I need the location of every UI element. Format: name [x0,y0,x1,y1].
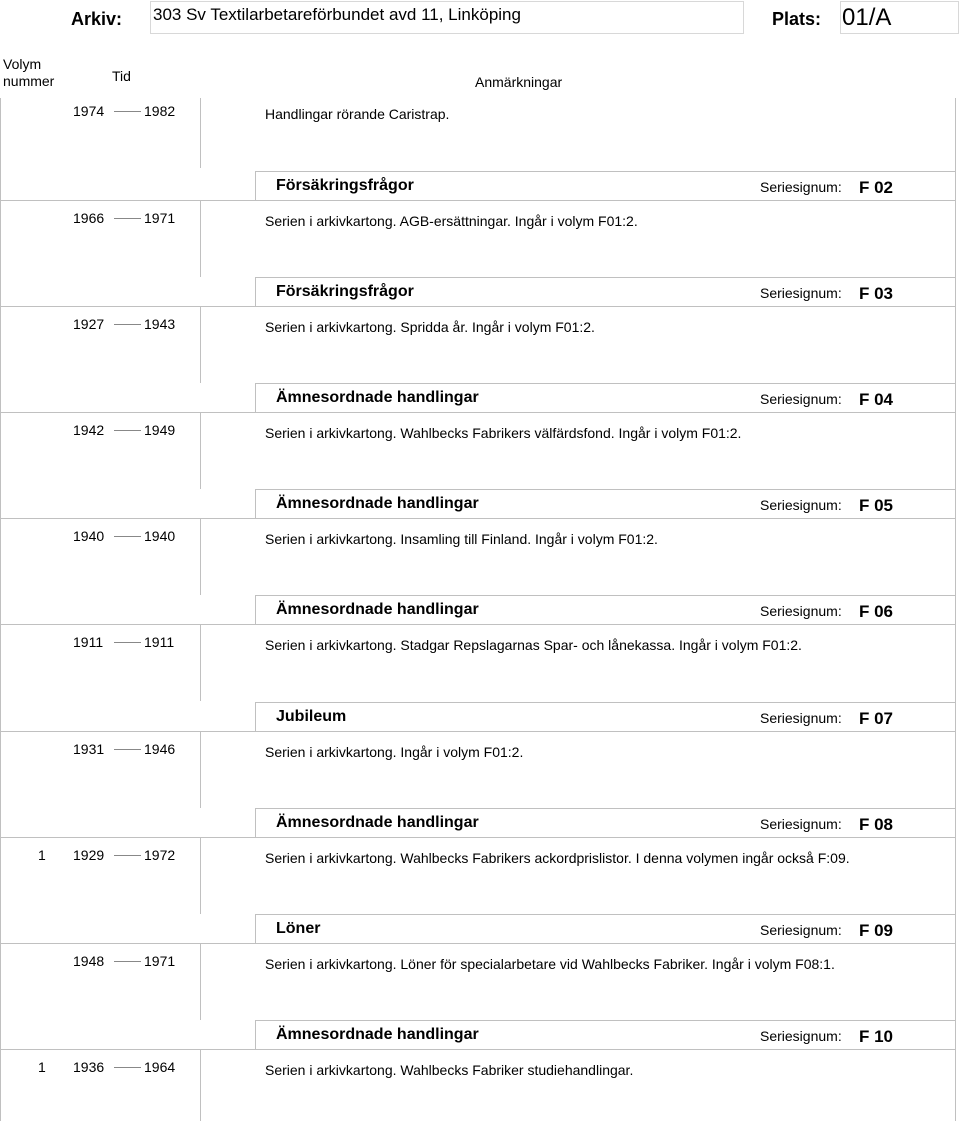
series-6-entry-divider [200,624,201,701]
series-5-year-from: 1940 [73,528,105,544]
series-9-signum-code: F 09 [859,920,894,940]
series-10-header-divider [255,1020,256,1049]
series-10-signum-label: Seriesignum: [760,1027,842,1044]
series-5-signum-label: Seriesignum: [760,497,842,514]
series-4-entry-line [0,412,955,413]
series-2-header-line [255,171,955,172]
series-9-entry-line [0,943,955,944]
series-2-description: Serien i arkivkartong. AGB-ersättningar. Ingår i volym F01:2. [265,213,638,229]
series-7-description: Serien i arkivkartong. Ingår i volym F01:2. [265,744,524,760]
series-9-title: Löner [276,919,321,937]
series-8-entry-line [0,837,955,838]
series-3-entry-line [0,306,955,307]
arkiv-label: Arkiv: [71,9,123,29]
arkiv-value: 303 Sv Textilarbetareförbundet avd 11, Linköping [153,5,521,24]
series-3-header-line [255,277,955,278]
series-5-header-line [255,489,955,490]
series-10-entry-divider [200,1049,201,1121]
series-7-header-divider [255,702,256,731]
series-6-signum-label: Seriesignum: [760,603,842,620]
plats-value: 01/A [842,4,892,31]
series-10-entry-line [0,1049,955,1050]
series-6-header-line [255,595,955,596]
series-9-description: Serien i arkivkartong. Löner för specialarbetare vid Wahlbecks Fabriker. Ingår i volym F08:1. [265,956,835,972]
series-10-title: Ämnesordnade handlingar [276,1025,479,1043]
series-5-description: Serien i arkivkartong. Insamling till Finland. Ingår i volym F01:2. [265,531,658,547]
series-8-signum-label: Seriesignum: [760,815,842,832]
series-7-entry-line [0,731,955,732]
series-4-signum-label: Seriesignum: [760,391,842,408]
series-3-description: Serien i arkivkartong. Spridda år. Ingår i volym F01:2. [265,319,595,335]
series-7-signum-label: Seriesignum: [760,709,842,726]
series-10-year-dash [114,1067,141,1068]
series-5-signum-code: F 05 [859,496,894,516]
series-5-entry-divider [200,518,201,595]
series-6-title: Ämnesordnade handlingar [276,601,479,619]
series-4-year-to: 1949 [144,422,176,438]
left-border [0,98,1,1121]
series-9-header-line [255,914,955,915]
plats-label: Plats: [772,9,822,29]
series-8-volume-number: 1 [38,847,46,863]
series-10-description: Serien i arkivkartong. Wahlbecks Fabriker studiehandlingar. [265,1062,634,1078]
series-6-year-to: 1911 [144,634,175,650]
series-7-entry-divider [200,731,201,808]
series-5-header-divider [255,489,256,518]
series-6-year-from: 1911 [73,634,104,650]
series-8-year-from: 1929 [73,847,105,863]
series-8-entry-divider [200,837,201,914]
series-8-description: Serien i arkivkartong. Wahlbecks Fabrikers ackordprislistor. I denna volymen ingår också F:09. [265,850,850,866]
series-4-header-divider [255,383,256,412]
series-3-year-from: 1927 [73,316,105,332]
series-2-year-dash [114,218,141,219]
right-border [955,98,956,1121]
series-4-title: Ämnesordnade handlingar [276,389,479,407]
series-4-header-line [255,383,955,384]
series-7-title: Jubileum [276,707,347,725]
first-entry-divider [200,98,201,168]
series-9-entry-divider [200,943,201,1020]
series-7-header-line [255,702,955,703]
series-3-year-dash [114,324,141,325]
series-3-title: Försäkringsfrågor [276,283,414,301]
first-entry-year-to: 1982 [144,103,176,119]
series-8-signum-code: F 08 [859,814,894,834]
series-9-year-to: 1971 [144,953,176,969]
series-2-signum-label: Seriesignum: [760,179,842,195]
series-9-signum-label: Seriesignum: [760,921,842,938]
column-header-tid: Tid [112,68,131,84]
series-5-year-to: 1940 [144,528,176,544]
column-header-anmarkningar: Anmärkningar [475,74,563,90]
series-9-year-from: 1948 [73,953,105,969]
series-5-title: Ämnesordnade handlingar [276,495,479,513]
plats-field [840,1,959,34]
arkiv-field [150,1,744,34]
series-4-description: Serien i arkivkartong. Wahlbecks Fabrikers välfärdsfond. Ingår i volym F01:2. [265,425,742,441]
series-2-signum-code: F 02 [859,178,894,197]
column-header-volym-line2: nummer [3,73,55,89]
series-7-year-from: 1931 [73,741,105,757]
series-10-header-line [255,1020,955,1021]
series-8-header-line [255,808,955,809]
series-2-entry-line [0,200,955,201]
series-7-year-to: 1946 [144,741,176,757]
series-9-year-dash [114,961,141,962]
series-10-year-from: 1936 [73,1059,105,1075]
series-10-signum-code: F 10 [859,1026,894,1046]
series-2-title: Försäkringsfrågor [276,177,414,194]
series-10-year-to: 1964 [144,1059,176,1075]
series-5-entry-line [0,518,955,519]
series-4-signum-code: F 04 [859,390,894,410]
series-2-year-to: 1971 [144,210,176,226]
series-7-year-dash [114,749,141,750]
series-3-signum-label: Seriesignum: [760,285,842,302]
series-4-year-dash [114,430,141,431]
series-8-year-dash [114,855,141,856]
series-6-header-divider [255,595,256,624]
first-entry-year-dash [114,111,141,112]
series-4-year-from: 1942 [73,422,105,438]
series-3-signum-code: F 03 [859,284,894,304]
series-2-header-divider [255,171,256,200]
first-entry-description: Handlingar rörande Caristrap. [265,106,450,122]
series-4-entry-divider [200,412,201,489]
series-3-entry-divider [200,306,201,383]
column-header-volym [3,56,54,90]
series-8-title: Ämnesordnade handlingar [276,813,479,831]
first-entry-year-from: 1974 [73,103,105,119]
series-10-volume-number: 1 [38,1059,46,1075]
series-6-signum-code: F 06 [859,602,894,622]
series-8-year-to: 1972 [144,847,176,863]
series-6-entry-line [0,624,955,625]
series-3-header-divider [255,277,256,306]
series-5-year-dash [114,536,141,537]
series-6-description: Serien i arkivkartong. Stadgar Repslagarnas Spar- och lånekassa. Ingår i volym F01:2. [265,637,802,653]
series-2-year-from: 1966 [73,210,105,226]
series-8-header-divider [255,808,256,837]
series-2-entry-divider [200,200,201,277]
series-6-year-dash [114,642,141,643]
series-3-year-to: 1943 [144,316,176,332]
series-9-header-divider [255,914,256,943]
series-7-signum-code: F 07 [859,708,894,728]
column-header-volym-line1: Volym [3,56,42,72]
